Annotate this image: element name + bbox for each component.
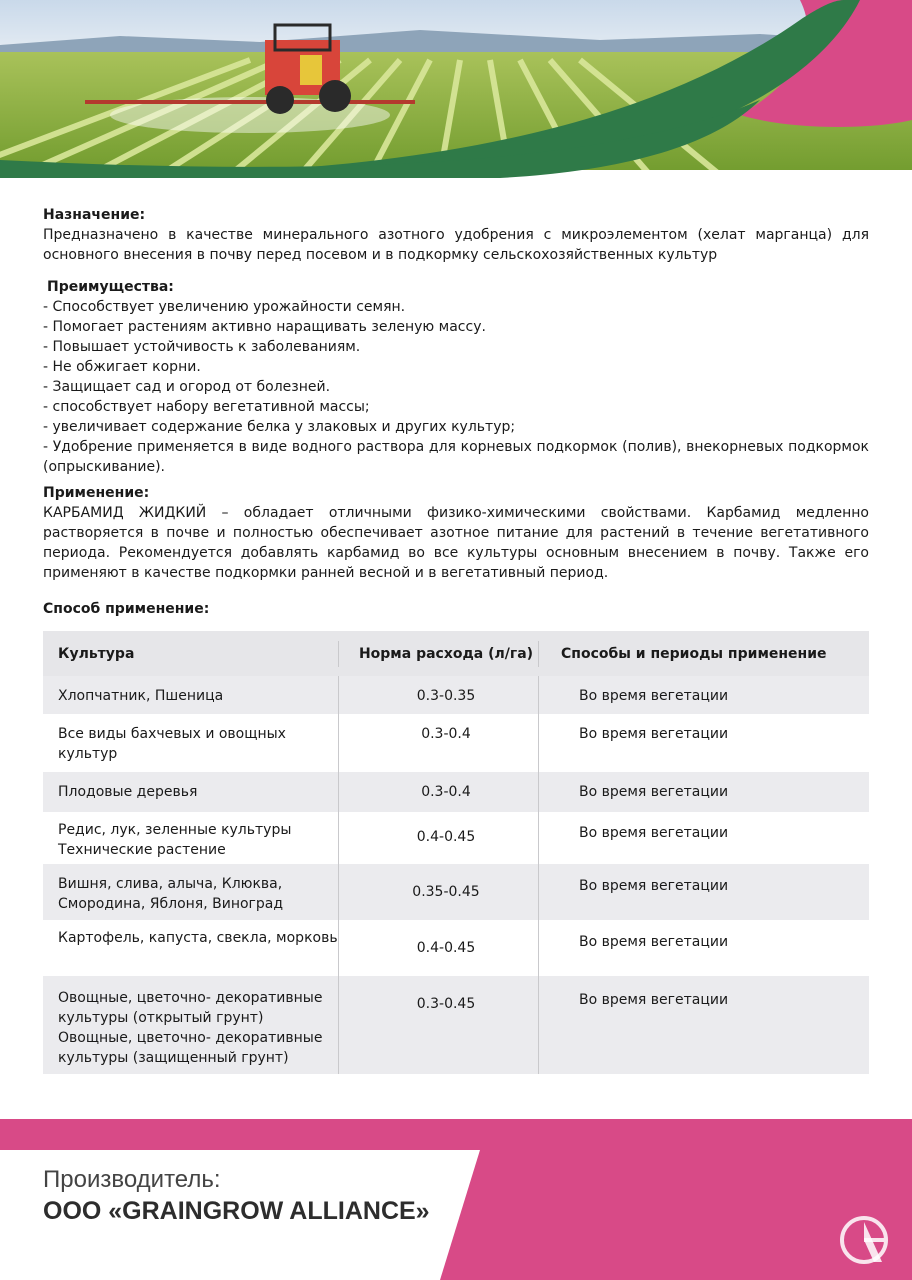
- cell-crop: Все виды бахчевых и овощных культур: [58, 726, 286, 762]
- cell-rate: 0.3-0.4: [421, 726, 471, 742]
- cell-period: Во время вегетации: [579, 688, 729, 704]
- cell-period: Во время вегетации: [579, 726, 729, 742]
- producer-label: Производитель:: [43, 1166, 221, 1193]
- purpose-text: Предназначено в качестве минерального азотного удобрения с микроэлементом (хелат марганца) для основного внесения в почву перед посевом и в подкормку сельскохозяйственных культур: [43, 227, 869, 263]
- cell-crop: Овощные, цветочно- декоративные культуры (открытый грунт) Овощные, цветочно- декоративные культуры (защищенный грунт): [58, 990, 323, 1066]
- cell-rate: 0.35-0.45: [412, 884, 480, 900]
- table-row: [43, 864, 869, 920]
- cell-rate: 0.3-0.35: [416, 688, 476, 704]
- table-row: [43, 772, 869, 812]
- application-title: Применение:: [43, 485, 150, 501]
- cell-period: Во время вегетации: [579, 992, 729, 1008]
- cell-period: Во время вегетации: [579, 825, 729, 841]
- cell-crop: Картофель, капуста, свекла, морковь: [58, 930, 338, 946]
- list-item: - Защищает сад и огород от болезней.: [43, 379, 331, 395]
- table-row: [43, 714, 869, 772]
- header-banner: [0, 0, 912, 180]
- cell-crop: Плодовые деревья: [58, 784, 198, 800]
- cell-period: Во время вегетации: [579, 878, 729, 894]
- cell-rate: 0.3-0.45: [416, 996, 476, 1012]
- method-title: Способ применение:: [43, 601, 210, 617]
- application-text: КАРБАМИД ЖИДКИЙ – обладает отличными физико-химическими свойствами. Карбамид медленно растворяется в почве и полностью обеспечивает азотное питание для растений в течение вегетативного периода. Рекомендуется добавлять карбамид во все культуры основным внесением в почву. Также его применяют в качестве подкормки ранней весной и в вегетативный период.: [43, 505, 869, 581]
- list-item: - Удобрение применяется в виде водного раствора для корневых подкормок (полив), внекорневых подкормок (опрыскивание).: [43, 439, 869, 475]
- application-table: [43, 631, 869, 1074]
- table-header: [43, 631, 869, 676]
- list-item: - Помогает растениям активно наращивать зеленую массу.: [43, 319, 486, 335]
- cell-crop: Хлопчатник, Пшеница: [58, 688, 224, 704]
- content: [43, 205, 869, 1074]
- purpose-section: [43, 205, 869, 265]
- list-item: - Повышает устойчивость к заболеваниям.: [43, 339, 361, 355]
- cell-crop: Редис, лук, зеленные культуры Технические растение: [58, 822, 292, 858]
- table-row: [43, 812, 869, 864]
- application-section: [43, 483, 869, 583]
- table-row: [43, 976, 869, 1074]
- header-rate: Норма расхода (л/га): [338, 641, 538, 667]
- purpose-title: Назначение:: [43, 207, 146, 223]
- table-row: [43, 676, 869, 714]
- advantages-section: [43, 277, 869, 477]
- cell-period: Во время вегетации: [579, 784, 729, 800]
- cell-period: Во время вегетации: [579, 934, 729, 950]
- graingrow-logo-icon: [838, 1212, 894, 1268]
- cell-rate: 0.4-0.45: [416, 940, 476, 956]
- list-item: - Способствует увеличению урожайности семян.: [43, 299, 406, 315]
- header-period: Способы и периоды применение: [538, 641, 869, 667]
- list-item: - увеличивает содержание белка у злаковых и других культур;: [43, 419, 516, 435]
- producer-name: ООО «GRAINGROW ALLIANCE»: [43, 1197, 430, 1225]
- list-item: - Не обжигает корни.: [43, 359, 201, 375]
- cell-rate: 0.3-0.4: [421, 784, 471, 800]
- list-item: - способствует набору вегетативной массы;: [43, 399, 370, 415]
- advantages-title: Преимущества:: [47, 279, 174, 295]
- header-crop: Культура: [58, 645, 135, 662]
- advantages-list: [43, 297, 869, 477]
- cell-rate: 0.4-0.45: [416, 829, 476, 845]
- field-tractor-image: [0, 0, 912, 180]
- cell-crop: Вишня, слива, алыча, Клюква, Смородина, Яблоня, Виноград: [58, 876, 284, 912]
- table-row: [43, 920, 869, 976]
